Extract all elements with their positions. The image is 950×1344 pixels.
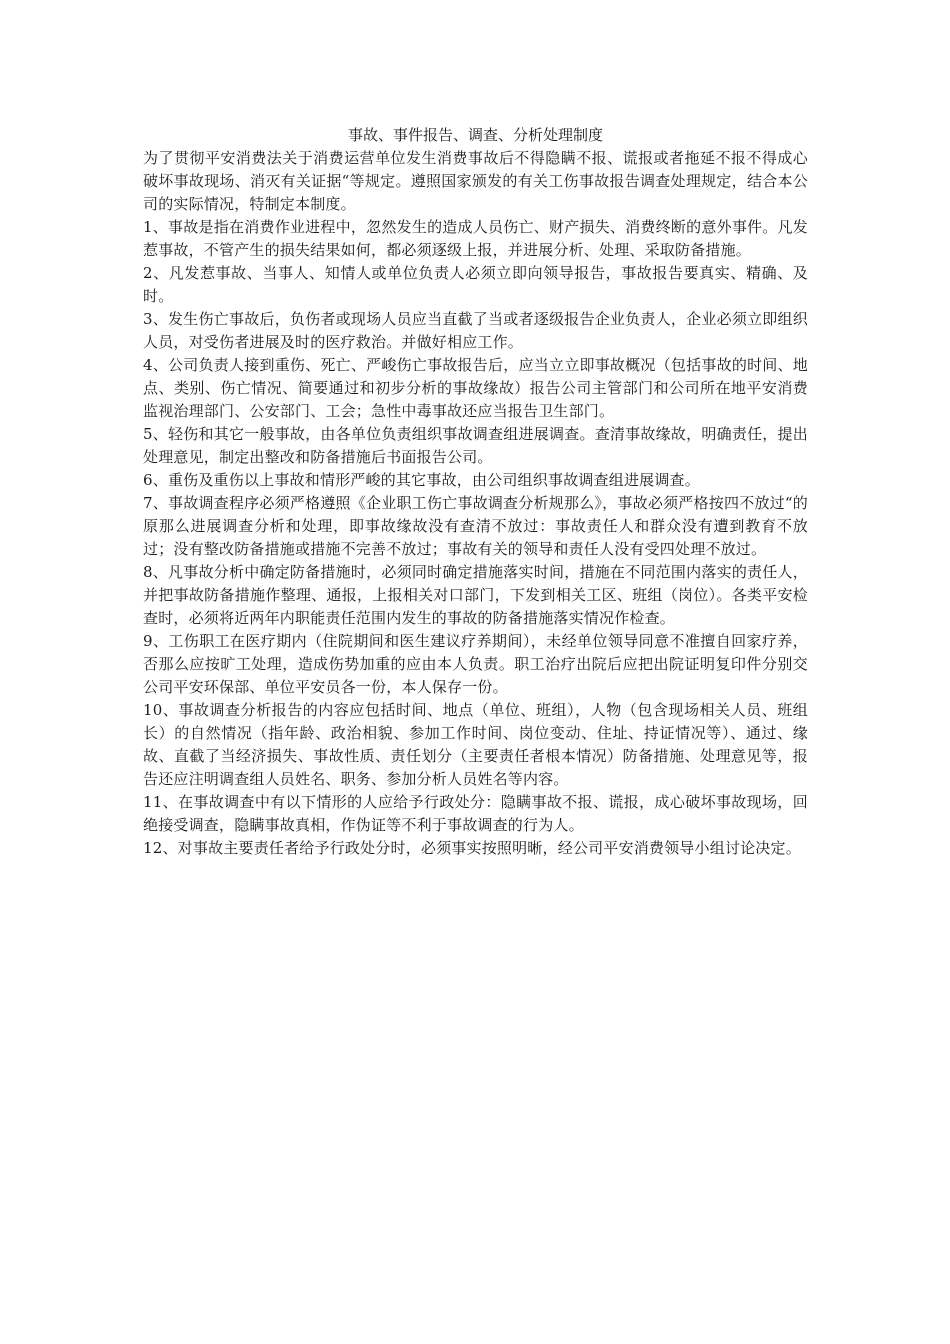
clause-9: 9、工伤职工在医疗期内（住院期间和医生建议疗养期间），未经单位领导同意不准擅自回家疗养，否那么应按旷工处理，造成伤势加重的应由本人负责。职工治疗出院后应把出院证明复印件分别交公司平安环保部、单位平安员各一份，本人保存一份。 bbox=[143, 632, 808, 696]
document-title: 事故、事件报告、调查、分析处理制度 bbox=[347, 126, 603, 144]
clause-3: 3、发生伤亡事故后，负伤者或现场人员应当直截了当或者逐级报告企业负责人，企业必须立即组织人员，对受伤者进展及时的医疗救治。并做好相应工作。 bbox=[143, 310, 808, 351]
clause-1: 1、事故是指在消费作业进程中，忽然发生的造成人员伤亡、财产损失、消费终断的意外事件。凡发惹事故，不管产生的损失结果如何，都必须逐级上报，并进展分析、处理、采取防备措施。 bbox=[143, 218, 808, 259]
clause-2: 2、凡发惹事故、当事人、知情人或单位负责人必须立即向领导报告，事故报告要真实、精确、及时。 bbox=[143, 264, 808, 305]
clause-5: 5、轻伤和其它一般事故，由各单位负责组织事故调查组进展调查。查清事故缘故，明确责任，提出处理意见，制定出整改和防备措施后书面报告公司。 bbox=[143, 425, 808, 466]
clause-8: 8、凡事故分析中确定防备措施时，必须同时确定措施落实时间，措施在不同范围内落实的责任人，并把事故防备措施作整理、通报，上报相关对口部门，下发到相关工区、班组（岗位）。各类平安检查时，必须将近两年内职能责任范围内发生的事故的防备措施落实情况作检查。 bbox=[143, 563, 808, 627]
clause-12: 12、对事故主要责任者给予行政处分时，必须事实按照明晰，经公司平安消费领导小组讨论决定。 bbox=[143, 839, 801, 857]
clause-10: 10、事故调查分析报告的内容应包括时间、地点（单位、班组），人物（包含现场相关人员、班组长）的自然情况（指年龄、政治相貌、参加工作时间、岗位变动、住址、持证情况等）、通过、缘故、直截了当经济损失、事故性质、责任划分（主要责任者根本情况）防备措施、处理意见等，报告还应注明调查组人员姓名、职务、参加分析人员姓名等内容。 bbox=[143, 701, 808, 788]
clause-11: 11、在事故调查中有以下情形的人应给予行政处分：隐瞒事故不报、谎报，成心破坏事故现场，回绝接受调查，隐瞒事故真相，作伪证等不利于事故调查的行为人。 bbox=[143, 793, 808, 834]
clause-4: 4、公司负责人接到重伤、死亡、严峻伤亡事故报告后，应当立立即事故概况（包括事故的时间、地点、类别、伤亡情况、简要通过和初步分析的事故缘故）报告公司主管部门和公司所在地平安消费监视治理部门、公安部门、工会；急性中毒事故还应当报告卫生部门。 bbox=[143, 356, 808, 420]
clause-7: 7、事故调查程序必须严格遵照《企业职工伤亡事故调查分析规那么》，事故必须严格按四不放过“的原那么进展调查分析和处理，即事故缘故没有查清不放过：事故责任人和群众没有遭到教育不放过；没有整改防备措施或措施不完善不放过；事故有关的领导和责任人没有受四处理不放过。 bbox=[143, 494, 808, 558]
intro-paragraph: 为了贯彻平安消费法关于消费运营单位发生消费事故后不得隐瞒不报、谎报或者拖延不报不得成心破坏事故现场、消灭有关证据“等规定。遵照国家颁发的有关工伤事故报告调查处理规定，结合本公司的实际情况，特制定本制度。 bbox=[143, 149, 808, 213]
clause-6: 6、重伤及重伤以上事故和情形严峻的其它事故，由公司组织事故调查组进展调查。 bbox=[143, 471, 700, 489]
document-page bbox=[143, 123, 808, 860]
